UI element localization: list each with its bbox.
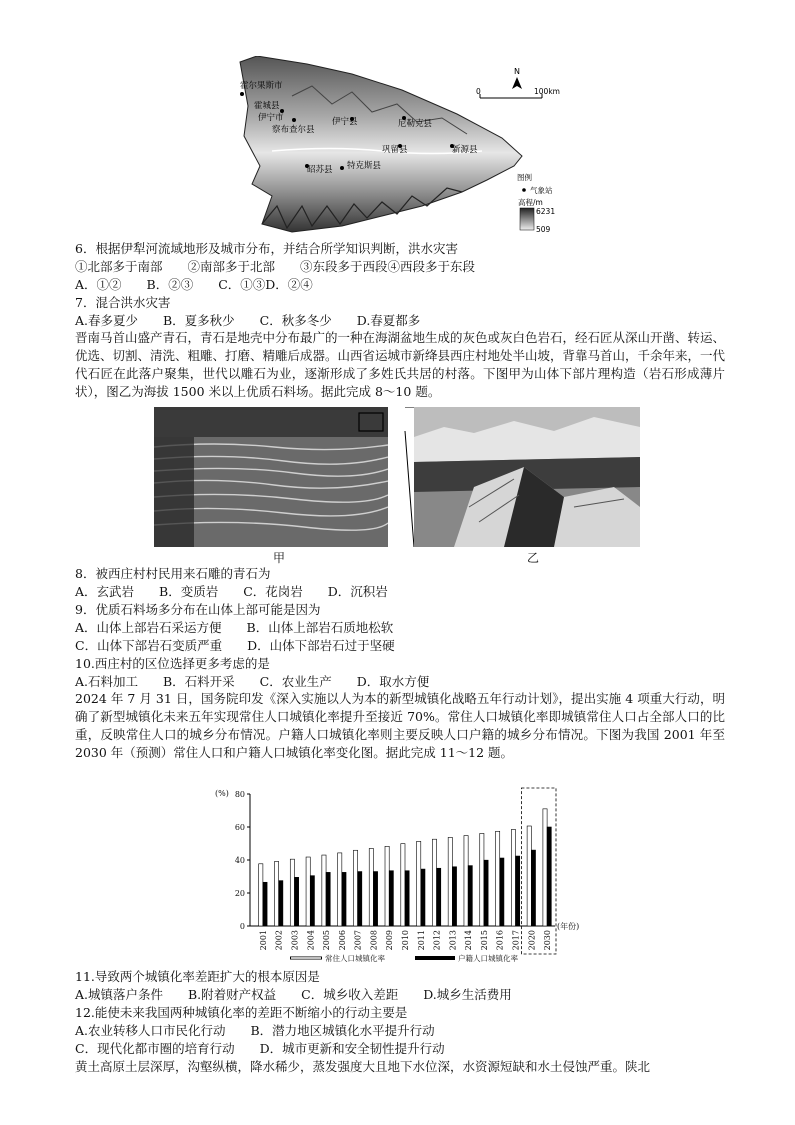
bar-hukou-2012	[437, 868, 441, 926]
y-tick-label: 60	[234, 823, 245, 832]
map-label-xinyuan: 新源县	[452, 145, 478, 155]
x-tick-label: 2017	[511, 930, 521, 951]
y-axis-label: (%)	[215, 789, 229, 798]
question-11: 11.导致两个城镇化率差距扩大的根本原因是	[75, 969, 320, 984]
urbanization-rate-chart	[210, 786, 580, 966]
bar-resident-2016	[496, 831, 500, 926]
svg-text:高程/m: 高程/m	[518, 198, 543, 207]
svg-text:0: 0	[476, 87, 481, 96]
question-9: 9．优质石料场多分布在山体上部可能是因为	[75, 602, 321, 617]
bar-hukou-2014	[468, 866, 472, 926]
x-tick-label: 2007	[353, 930, 363, 951]
question-12: 12.能使未来我国两种城镇化率的差距不断缩小的行动主要是	[75, 1005, 408, 1020]
x-axis-label: (年份)	[557, 922, 580, 931]
bar-hukou-2011	[421, 869, 425, 926]
bar-hukou-2009	[389, 871, 393, 926]
zoom-connector-lines	[378, 407, 418, 547]
x-tick-label: 2030	[543, 930, 553, 951]
bar-hukou-2015	[484, 860, 488, 926]
question-12-options-cd: C．现代化都市圈的培育行动 D．城市更新和安全韧性提升行动	[75, 1041, 445, 1056]
bar-resident-2004	[306, 857, 310, 926]
map-label-gongliu: 巩留县	[382, 145, 408, 155]
x-tick-label: 2020	[527, 930, 537, 951]
bar-resident-2012	[432, 839, 436, 926]
question-6-statements: ①北部多于南部 ②南部多于北部 ③东段多于西段④西段多于东段	[75, 259, 476, 274]
map-label-chabuchaer: 察布查尔县	[272, 125, 315, 135]
photo-jia	[154, 407, 388, 547]
x-tick-label: 2002	[274, 930, 284, 951]
x-tick-label: 2004	[306, 930, 316, 951]
bar-resident-2020	[527, 826, 531, 926]
y-tick-label: 0	[239, 922, 245, 931]
bar-resident-2008	[369, 848, 373, 926]
bar-resident-2017	[511, 829, 515, 926]
photo-yi	[414, 407, 640, 547]
bar-hukou-2003	[294, 877, 298, 926]
question-12-options-ab: A.农业转移人口市民化行动 B．潜力地区城镇化水平提升行动	[75, 1023, 435, 1038]
x-tick-label: 2003	[290, 930, 300, 951]
scale-bar	[476, 87, 560, 98]
bar-resident-2005	[322, 855, 326, 926]
x-tick-label: 2001	[258, 930, 268, 951]
x-tick-label: 2016	[495, 930, 505, 951]
map-label-yining-city: 伊宁市	[258, 113, 284, 123]
passage-urbanization: 2024 年 7 月 31 日，国务院印发《深入实施以人为本的新型城镇化战略五年行动计划》，提出实施 4 项重大行动，明确了新型城镇化未来五年实现常住人口城镇化率提升至接近 70%。常住人口城镇化率即城镇常住人口占全部人口的比重，反映常住人口的城乡分布情况。户籍人口城镇化率则主要反映人口户籍的城乡分布情况。下图为我国 2001 年至 2030 年（预测）常住人口和户籍人口城镇化率变化图。据此完成 11～12 题。	[75, 691, 725, 760]
bar-resident-2009	[385, 846, 389, 926]
x-tick-label: 2009	[385, 930, 395, 951]
question-7-options: A.春多夏少 B．夏多秋少 C．秋多冬少 D.春夏都多	[75, 313, 421, 328]
bar-resident-2002	[274, 861, 278, 926]
ili-river-basin-map	[232, 56, 572, 234]
y-tick-label: 40	[234, 856, 245, 865]
legend-label-resident: 常住人口城镇化率	[325, 954, 385, 963]
svg-text:气象站: 气象站	[530, 186, 553, 195]
bar-resident-2003	[290, 859, 294, 926]
x-tick-label: 2013	[448, 930, 458, 951]
y-tick-label: 20	[234, 889, 245, 898]
north-arrow-icon	[512, 67, 522, 89]
bar-hukou-2013	[452, 867, 456, 926]
question-8: 8．被西庄村村民用来石雕的青石为	[75, 566, 271, 581]
x-tick-label: 2006	[337, 930, 347, 951]
map-legend	[517, 172, 555, 234]
svg-text:图例: 图例	[517, 173, 532, 182]
bar-hukou-2005	[326, 872, 330, 926]
bar-resident-2030	[543, 809, 547, 926]
y-tick-label: 80	[234, 790, 245, 799]
x-tick-label: 2005	[322, 930, 332, 951]
svg-text:100km: 100km	[534, 87, 560, 96]
caption-jia: 甲	[273, 551, 286, 565]
svg-text:6231: 6231	[536, 207, 556, 216]
question-10: 10.西庄村的区位选择更多考虑的是	[75, 656, 270, 671]
map-label-zhaosu: 昭苏县	[307, 165, 333, 175]
map-label-nileke: 尼勒克县	[398, 119, 433, 129]
bar-hukou-2016	[500, 858, 504, 926]
map-label-tekesi: 特克斯县	[347, 161, 382, 171]
legend-label-hukou: 户籍人口城镇化率	[458, 954, 518, 963]
question-6-options: A．①② B．②③ C．①③D．②④	[75, 277, 313, 292]
question-9-options-ab: A．山体上部岩石采运方便 B．山体上部岩石质地松软	[75, 620, 394, 635]
x-tick-label: 2014	[464, 930, 474, 951]
caption-yi: 乙	[527, 551, 540, 565]
x-tick-label: 2008	[369, 930, 379, 951]
bar-resident-2011	[417, 841, 421, 926]
bar-hukou-2007	[358, 872, 362, 926]
passage-qingshi: 晋南马首山盛产青石，青石是地壳中分布最广的一种在海湖盆地生成的灰色或灰白色岩石，经石匠从深山开凿、转运、优选、切割、清洗、粗雕、打磨、精雕后成器。山西省运城市新绛县西庄村地处半山坡，背靠马首山，千余年来，一代代石匠在此落户聚集，世代以雕石为业，逐渐形成了多姓氏共居的村落。下图甲为山体下部片理构造（岩石形成薄片状），图乙为海拔 1500 米以上优质石料场。据此完成 8～10 题。	[75, 330, 726, 399]
map-label-huocheng: 霍城县	[254, 101, 280, 111]
bar-resident-2006	[338, 853, 342, 926]
bar-hukou-2004	[310, 876, 314, 926]
bar-hukou-2006	[342, 872, 346, 926]
passage-loess-plateau: 黄土高原土层深厚，沟壑纵横，降水稀少，蒸发强度大且地下水位深，水资源短缺和水土侵蚀严重。陕北	[75, 1059, 651, 1074]
bar-hukou-2030	[547, 827, 551, 926]
question-8-options: A．玄武岩 B．变质岩 C．花岗岩 D．沉积岩	[75, 584, 388, 599]
bar-hukou-2002	[279, 881, 283, 926]
x-tick-label: 2015	[479, 930, 489, 951]
svg-text:N: N	[514, 67, 520, 76]
x-tick-label: 2010	[401, 930, 410, 951]
bar-hukou-2010	[405, 871, 409, 926]
bar-resident-2014	[464, 836, 468, 926]
question-7: 7．混合洪水灾害	[75, 295, 171, 310]
bar-hukou-2001	[263, 882, 267, 926]
question-10-options: A.石料加工 B．石料开采 C．农业生产 D．取水方便	[75, 674, 430, 689]
bar-hukou-2017	[516, 856, 520, 926]
bar-hukou-2008	[373, 872, 377, 926]
bar-hukou-2020	[531, 850, 535, 926]
map-label-huoerguosi: 霍尔果斯市	[240, 81, 283, 91]
bar-resident-2013	[448, 837, 452, 926]
question-11-options: A.城镇落户条件 B.附着财产权益 C．城乡收入差距 D.城乡生活费用	[75, 987, 512, 1002]
question-6: 6．根据伊犁河流域地形及城市分布，并结合所学知识判断，洪水灾害	[75, 241, 458, 256]
bar-resident-2007	[353, 850, 357, 926]
x-tick-label: 2012	[432, 930, 442, 951]
map-label-yining-county: 伊宁县	[332, 117, 358, 127]
question-9-options-cd: C．山体下部岩石变质严重 D．山体下部岩石过于坚硬	[75, 638, 395, 653]
x-tick-label: 2011	[416, 930, 426, 951]
svg-text:509: 509	[536, 225, 551, 234]
bar-resident-2001	[259, 864, 263, 926]
bar-resident-2015	[480, 833, 484, 926]
bar-resident-2010	[401, 844, 405, 926]
